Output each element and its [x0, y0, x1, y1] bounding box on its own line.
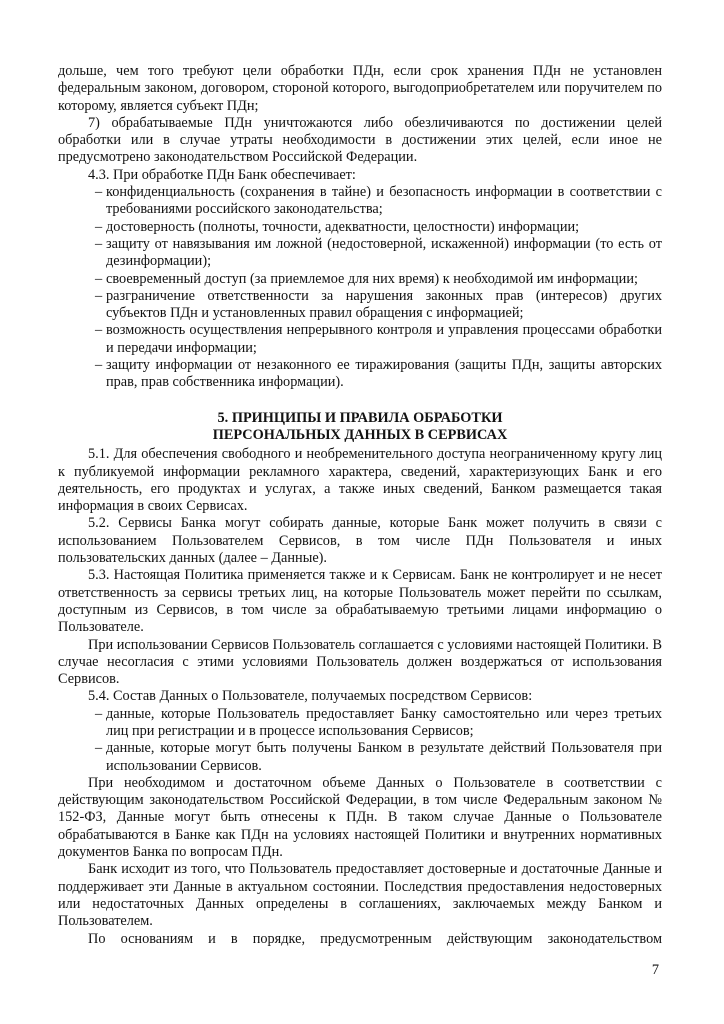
list-item-text: своевременный доступ (за приемлемое для них время) к необходимой им информации;	[106, 270, 638, 287]
list-item	[58, 740, 662, 775]
list-item	[58, 288, 662, 323]
paragraph-5-4: 5.4. Состав Данных о Пользователе, получаемых посредством Сервисов:	[88, 688, 533, 705]
paragraph-continuation: дольше, чем того требуют цели обработки ПДн, если срок хранения ПДн не установлен федеральным законом, договором, стороной которого, выгодоприобретателем или поручителем по которому, является субъект ПДн;	[58, 63, 662, 114]
list-item	[58, 706, 662, 741]
list-dash-marker: –	[95, 322, 103, 339]
section-5-heading-line-2: ПЕРСОНАЛЬНЫХ ДАННЫХ В СЕРВИСАХ	[212, 426, 508, 443]
list-dash-marker: –	[95, 235, 103, 252]
list-item-text: данные, которые могут быть получены Банком в результате действий Пользователя при использовании Сервисов.	[106, 740, 662, 774]
section-5-heading-line-1: 5. ПРИНЦИПЫ И ПРАВИЛА ОБРАБОТКИ	[217, 409, 503, 426]
paragraph-5-1: 5.1. Для обеспечения свободного и необременительного доступа неограниченному кругу лиц к публикуемой информации рекламного характера, сведений, характеризующих Банк и его деятельность, его продуктах и услугах, а также иных сведений, Банком размещается такая информация в своих Сервисах.	[58, 446, 662, 515]
list-item-text: достоверность (полноты, точности, адекватности, целостности) информации;	[106, 218, 580, 235]
list-4-3	[58, 184, 662, 392]
list-5-4	[58, 706, 662, 775]
list-item	[58, 236, 662, 271]
paragraph-data-reliability: Банк исходит из того, что Пользователь предоставляет достоверные и достаточные Данные и поддерживает эти Данные в актуальном состоянии. Последствия предоставления недостоверных или недостаточных Данных определены в соглашениях, заключаемых между Банком и Пользователем.	[58, 861, 662, 930]
list-item	[58, 219, 662, 236]
list-item-text: защиту от навязывания им ложной (недостоверной, искаженной) информации (то есть от дезинформации);	[106, 235, 662, 270]
list-dash-marker: –	[95, 218, 103, 235]
page-number: 7	[651, 962, 659, 978]
document-body	[58, 63, 662, 948]
list-item-text: возможность осуществления непрерывного контроля и управления процессами обработки и передачи информации;	[106, 322, 662, 356]
list-dash-marker: –	[95, 287, 103, 304]
section-5-heading	[58, 410, 662, 445]
paragraph-152-fz: При необходимом и достаточном объеме Данных о Пользователе в соответствии с действующим законодательством Российской Федерации, в том числе Федеральным законом № 152-ФЗ, Данные могут быть отнесены к ПДн. В таком случае Данные о Пользователе обрабатываются в Банке как ПДн на условиях настоящей Политики и внутренних нормативных документов Банка по вопросам ПДн.	[58, 774, 662, 861]
list-item-text: данные, которые Пользователь предоставляет Банку самостоятельно или через третьих лиц при регистрации и в процессе использования Сервисов;	[106, 705, 662, 739]
list-item	[58, 184, 662, 219]
paragraph-5-2: 5.2. Сервисы Банка могут собирать данные, которые Банк может получить в связи с использованием Пользователем Сервисов, в том числе ПДн Пользователя и иных пользовательских данных (далее – Данные).	[58, 515, 662, 567]
paragraph-5-3b: При использовании Сервисов Пользователь соглашается с условиями настоящей Политики. В случае несогласия с этими условиями Пользователь должен воздержаться от использования Сервисов.	[58, 636, 662, 688]
list-dash-marker: –	[95, 740, 103, 757]
list-item-text: разграничение ответственности за нарушения законных прав (интересов) других субъектов ПДн и установленных правил обращения с информацией;	[106, 287, 662, 322]
list-dash-marker: –	[95, 357, 103, 374]
list-item-text: конфиденциальность (сохранения в тайне) и безопасность информации в соответствии с требованиями российского законодательства;	[106, 184, 662, 218]
list-item	[58, 322, 662, 357]
list-dash-marker: –	[95, 705, 103, 722]
list-item-text: защиту информации от незаконного ее тиражирования (защиты ПДн, защиты авторских прав, прав собственника информации).	[106, 357, 662, 391]
paragraph-last-continuation: По основаниям и в порядке, предусмотренным действующим законодательством	[88, 930, 662, 947]
list-item	[58, 271, 662, 288]
list-item	[58, 357, 662, 392]
paragraph-4-3: 4.3. При обработке ПДн Банк обеспечивает:	[88, 166, 356, 183]
list-dash-marker: –	[95, 184, 103, 201]
list-dash-marker: –	[95, 270, 103, 287]
paragraph-5-3: 5.3. Настоящая Политика применяется также и к Сервисам. Банк не контролирует и не несет ответственность за сервисы третьих лиц, на которые Пользователь может перейти по ссылкам, доступным из Сервисов, в том числе за обрабатываемую третьими лицами информацию о Пользователе.	[58, 567, 662, 636]
paragraph-item-7: 7) обрабатываемые ПДн уничтожаются либо обезличиваются по достижении целей обработки или в случае утраты необходимости в достижении этих целей, если иное не предусмотрено законодательством Российской Федерации.	[58, 114, 662, 166]
